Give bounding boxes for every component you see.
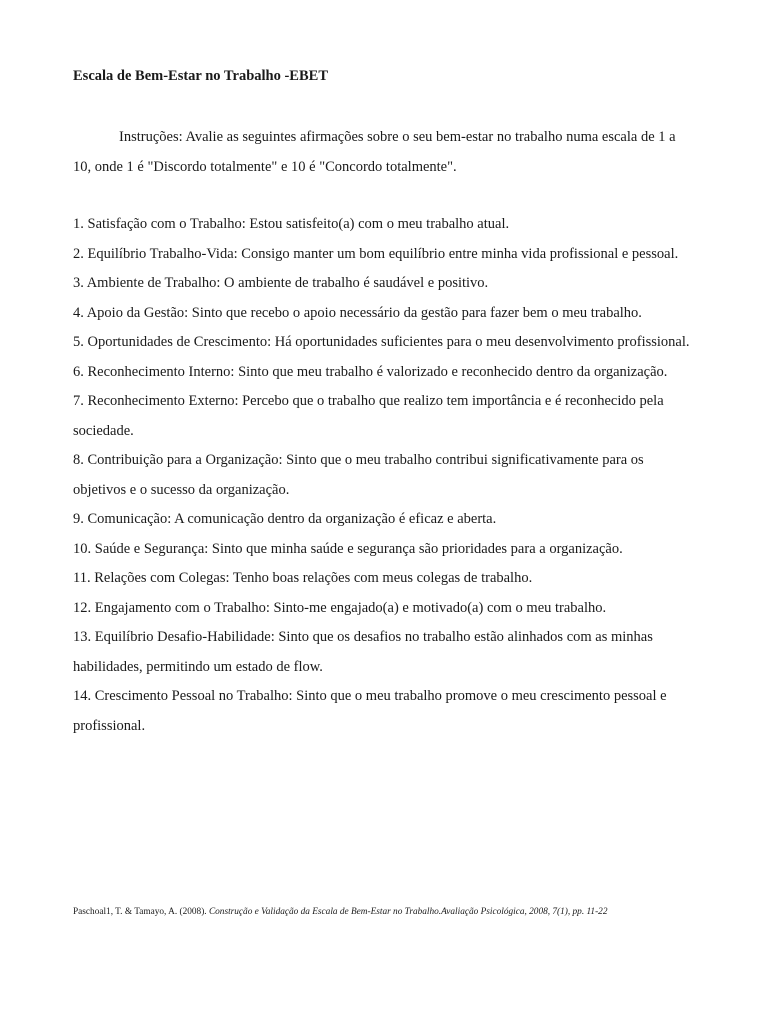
statement-item-13: 13. Equilíbrio Desafio-Habilidade: Sinto que os desafios no trabalho estão alinhados com as minhas habilidades, permitindo um estado de flow. [73, 629, 653, 675]
statement-item-7: 7. Reconhecimento Externo: Percebo que o trabalho que realizo tem importância e é reconhecido pela sociedade. [73, 393, 664, 439]
instructions-paragraph: Instruções: Avalie as seguintes afirmações sobre o seu bem-estar no trabalho numa escala de 1 a 10, onde 1 é "Discordo totalmente" e 10 é "Concordo totalmente". [73, 129, 676, 175]
statement-item-6: 6. Reconhecimento Interno: Sinto que meu trabalho é valorizado e reconhecido dentro da organização. [73, 363, 668, 380]
citation-authors: Paschoal1, T. & Tamayo, A. (2008). [73, 907, 209, 917]
statement-item-4: 4. Apoio da Gestão: Sinto que recebo o apoio necessário da gestão para fazer bem o meu trabalho. [73, 304, 642, 321]
statement-item-9: 9. Comunicação: A comunicação dentro da organização é eficaz e aberta. [73, 511, 497, 527]
statement-item-1: 1. Satisfação com o Trabalho: Estou satisfeito(a) com o meu trabalho atual. [73, 216, 510, 232]
statement-list [73, 210, 695, 741]
statement-item-11: 11. Relações com Colegas: Tenho boas relações com meus colegas de trabalho. [73, 570, 533, 586]
statement-item-14: 14. Crescimento Pessoal no Trabalho: Sinto que o meu trabalho promove o meu crescimento pessoal e profissional. [73, 688, 667, 734]
statement-item-12: 12. Engajamento com o Trabalho: Sinto-me engajado(a) e motivado(a) com o meu trabalho. [73, 599, 607, 616]
statement-item-3: 3. Ambiente de Trabalho: O ambiente de trabalho é saudável e positivo. [73, 275, 489, 291]
statement-item-10: 10. Saúde e Segurança: Sinto que minha saúde e segurança são prioridades para a organização. [73, 540, 623, 557]
statement-item-8: 8. Contribuição para a Organização: Sinto que o meu trabalho contribui significativamente para os objetivos e o sucesso da organização. [73, 452, 644, 498]
statement-item-5: 5. Oportunidades de Crescimento: Há oportunidades suficientes para o meu desenvolvimento profissional. [73, 334, 690, 350]
document-title: Escala de Bem-Estar no Trabalho -EBET [73, 68, 328, 84]
reference-citation [73, 905, 713, 919]
citation-work: Construção e Validação da Escala de Bem-Estar no Trabalho.Avaliação Psicológica, 2008, 7(1), pp. 11-22 [208, 907, 608, 917]
statement-item-2: 2. Equilíbrio Trabalho-Vida: Consigo manter um bom equilíbrio entre minha vida profissional e pessoal. [73, 245, 679, 262]
